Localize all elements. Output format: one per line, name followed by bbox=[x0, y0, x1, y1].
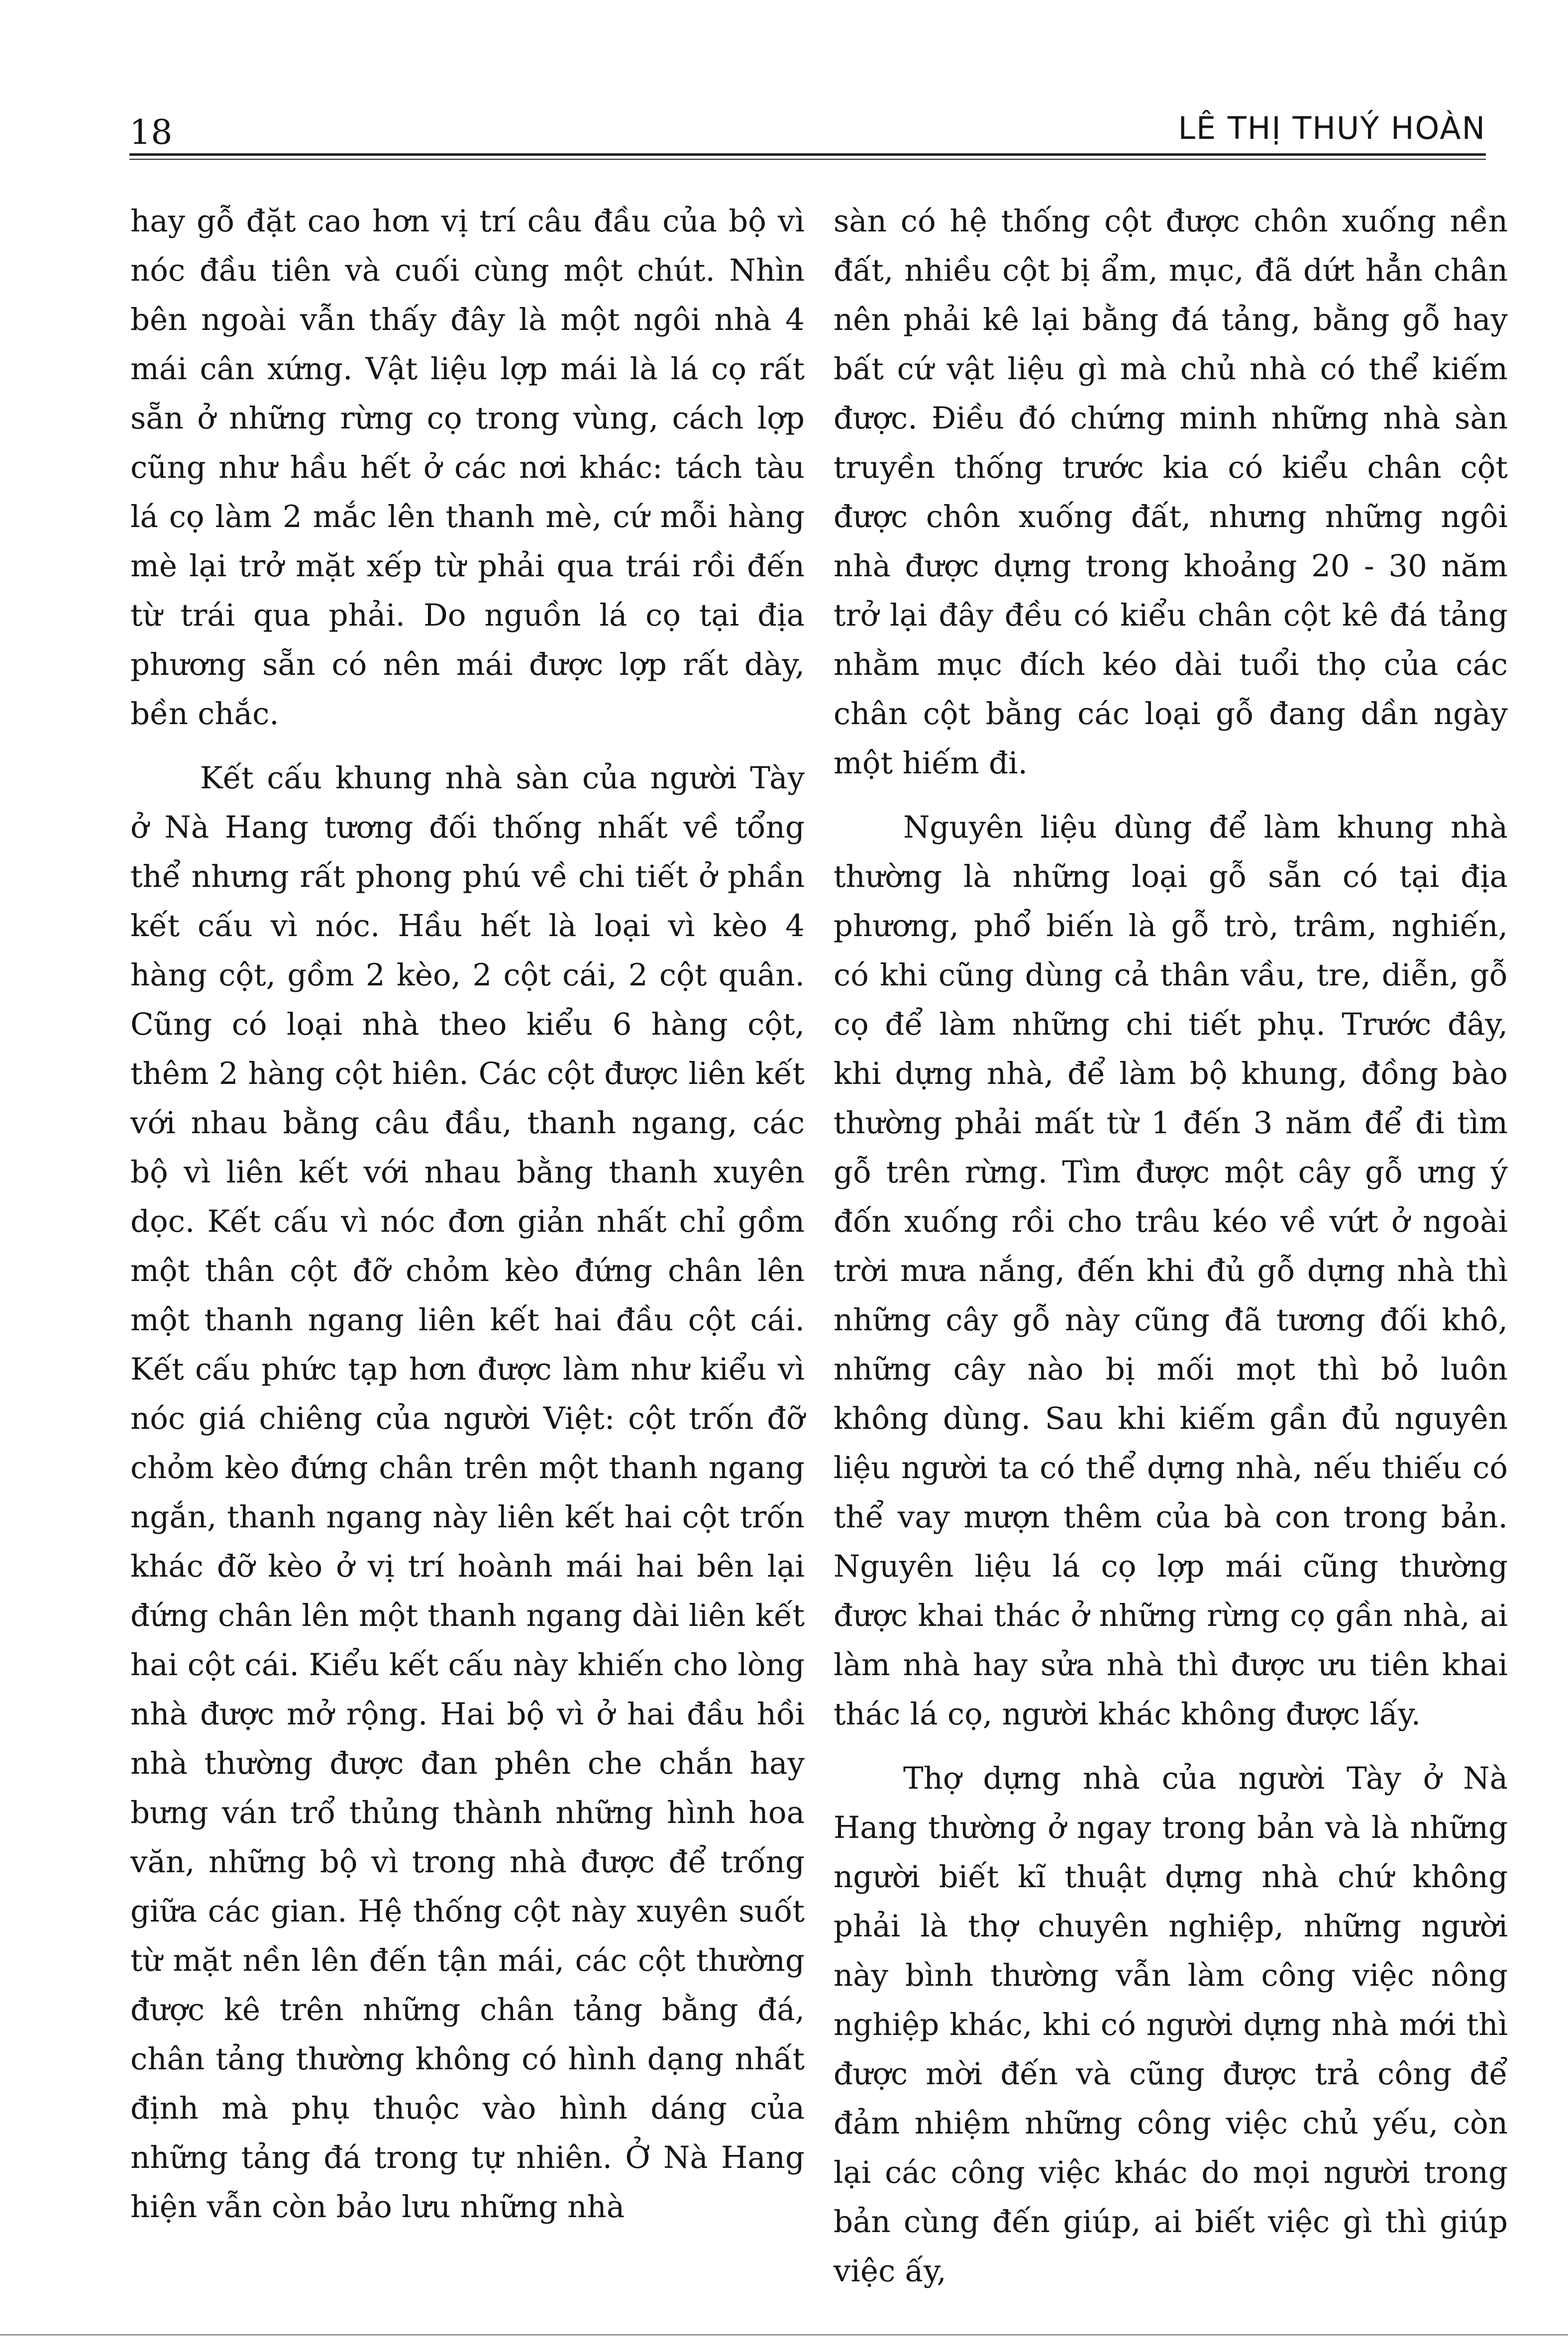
right-paragraph-1: sàn có hệ thống cột được chôn xuống nền đất, nhiều cột bị ẩm, mục, đã dứt hẳn chân nên phải kê lại bằng đá tảng, bằng gỗ hay bất cứ vật liệu gì mà chủ nhà có thể kiếm được. Điều đó chứng minh những nhà sàn truyền thống trước kia có kiểu chân cột được chôn xuống đất, nhưng những ngôi nhà được dựng trong khoảng 20 - 30 năm trở lại đây đều có kiểu chân cột kê đá tảng nhằm mục đích kéo dài tuổi thọ của các chân cột bằng các loại gỗ đang dần ngày một hiếm đi. bbox=[834, 204, 1508, 781]
left-column bbox=[130, 197, 805, 2232]
header-rule bbox=[129, 153, 1486, 160]
left-paragraph-1: hay gỗ đặt cao hơn vị trí câu đầu của bộ vì nóc đầu tiên và cuối cùng một chút. Nhìn bên ngoài vẫn thấy đây là một ngôi nhà 4 mái cân xứng. Vật liệu lợp mái là lá cọ rất sẵn ở những rừng cọ trong vùng, cách lợp cũng như hầu hết ở các nơi khác: tách tàu lá cọ làm 2 mắc lên thanh mè, cứ mỗi hàng mè lại trở mặt xếp từ phải qua trái rồi đến từ trái qua phải. Do nguồn lá cọ tại địa phương sẵn có nên mái được lợp rất dày, bền chắc. bbox=[130, 204, 805, 732]
page-number: 18 bbox=[129, 113, 173, 152]
page-header bbox=[129, 107, 1486, 152]
right-paragraph-3: Thợ dựng nhà của người Tày ở Nà Hang thường ở ngay trong bản và là những người biết kĩ thuật dựng nhà chứ không phải là thợ chuyên nghiệp, những người này bình thường vẫn làm công việc nông nghiệp khác, khi có người dựng nhà mới thì được mời đến và cũng được trả công để đảm nhiệm những công việc chủ yếu, còn lại các công việc khác do mọi người trong bản cùng đến giúp, ai biết việc gì thì giúp việc ấy, bbox=[834, 1761, 1508, 2289]
running-head-author: LÊ THỊ THUÝ HOÀN bbox=[1178, 110, 1486, 146]
right-paragraph-2: Nguyên liệu dùng để làm khung nhà thường là những loại gỗ sẵn có tại địa phương, phổ biến là gỗ trò, trâm, nghiến, có khi cũng dùng cả thân vầu, tre, diễn, gỗ cọ để làm những chi tiết phụ. Trước đây, khi dựng nhà, để làm bộ khung, đồng bào thường phải mất từ 1 đến 3 năm để đi tìm gỗ trên rừng. Tìm được một cây gỗ ưng ý đốn xuống rồi cho trâu kéo về vứt ở ngoài trời mưa nắng, đến khi đủ gỗ dựng nhà thì những cây gỗ này cũng đã tương đối khô, những cây nào bị mối mọt thì bỏ luôn không dùng. Sau khi kiếm gần đủ nguyên liệu người ta có thể dựng nhà, nếu thiếu có thể vay mượn thêm của bà con trong bản. Nguyên liệu lá cọ lợp mái cũng thường được khai thác ở những rừng cọ gần nhà, ai làm nhà hay sửa nhà thì được ưu tiên khai thác lá cọ, người khác không được lấy. bbox=[834, 810, 1508, 1732]
scan-edge-line bbox=[0, 2334, 1568, 2336]
left-paragraph-2: Kết cấu khung nhà sàn của người Tày ở Nà Hang tương đối thống nhất về tổng thể nhưng rất phong phú về chi tiết ở phần kết cấu vì nóc. Hầu hết là loại vì kèo 4 hàng cột, gồm 2 kèo, 2 cột cái, 2 cột quân. Cũng có loại nhà theo kiểu 6 hàng cột, thêm 2 hàng cột hiên. Các cột được liên kết với nhau bằng câu đầu, thanh ngang, các bộ vì liên kết với nhau bằng thanh xuyên dọc. Kết cấu vì nóc đơn giản nhất chỉ gồm một thân cột đỡ chỏm kèo đứng chân lên một thanh ngang liên kết hai đầu cột cái. Kết cấu phức tạp hơn được làm như kiểu vì nóc giá chiêng của người Việt: cột trốn đỡ chỏm kèo đứng chân trên một thanh ngang ngắn, thanh ngang này liên kết hai cột trốn khác đỡ kèo ở vị trí hoành mái hai bên lại đứng chân lên một thanh ngang dài liên kết hai cột cái. Kiểu kết cấu này khiến cho lòng nhà được mở rộng. Hai bộ vì ở hai đầu hồi nhà thường được đan phên che chắn hay bưng ván trổ thủng thành những hình hoa văn, những bộ vì trong nhà được để trống giữa các gian. Hệ thống cột này xuyên suốt từ mặt nền lên đến tận mái, các cột thường được kê trên những chân tảng bằng đá, chân tảng thường không có hình dạng nhất định mà phụ thuộc vào hình dáng của những tảng đá trong tự nhiên. Ở Nà Hang hiện vẫn còn bảo lưu những nhà bbox=[130, 760, 805, 2225]
right-column bbox=[834, 197, 1508, 2296]
